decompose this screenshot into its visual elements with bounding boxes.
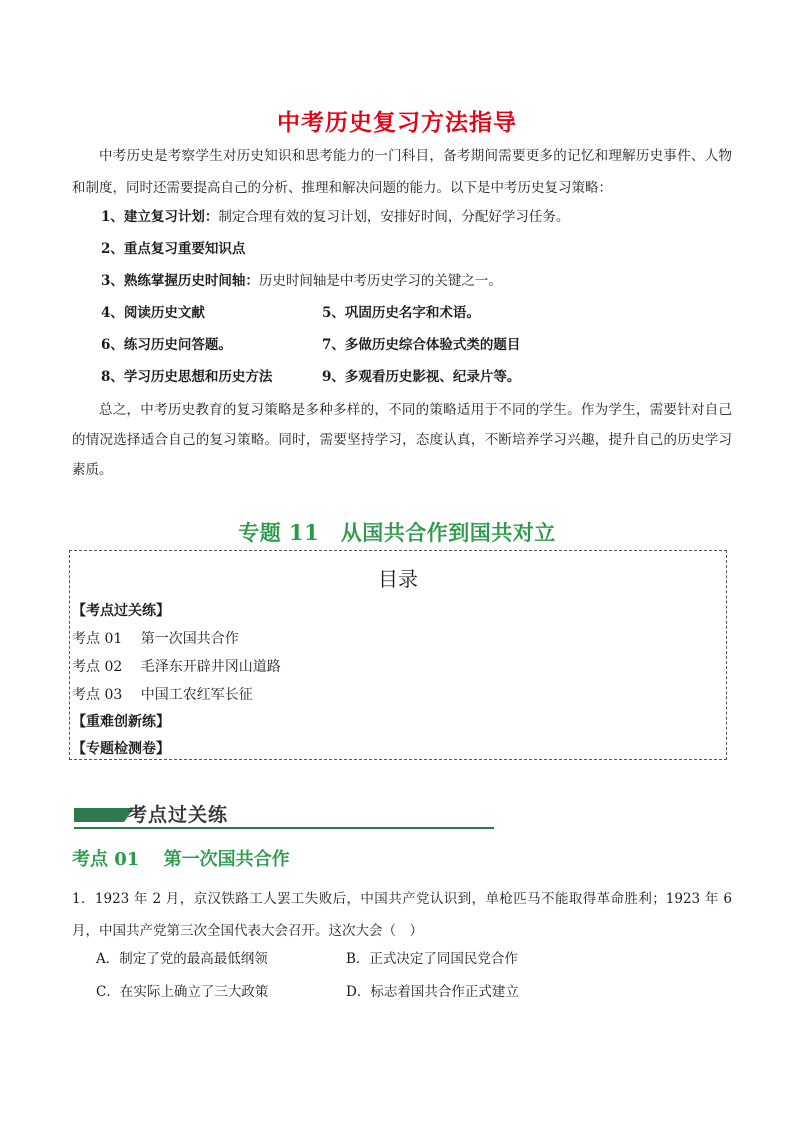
- strategy-1-text: 制定合理有效的复习计划，安排好时间，分配好学习任务。: [218, 209, 570, 225]
- point-title: 考点 01 第一次国共合作: [72, 849, 290, 870]
- topic-title: 专题 11 从国共合作到国共对立: [238, 520, 556, 545]
- toc-item-02[interactable]: 考点 02 毛泽东开辟井冈山道路: [72, 659, 281, 675]
- toc-item-03[interactable]: 考点 03 中国工农红军长征: [72, 687, 253, 703]
- strategy-item-6: 6、练习历史问答题。: [101, 337, 232, 353]
- table-of-contents: [69, 550, 727, 760]
- section-banner: [74, 800, 494, 830]
- toc-section-practice[interactable]: 【考点过关练】: [72, 603, 170, 619]
- toc-heading: 目录: [378, 567, 418, 591]
- strategy-item-1: [101, 207, 569, 227]
- strategy-item-8: 8、学习历史思想和历史方法: [101, 369, 273, 385]
- intro-paragraph: 中考历史是考察学生对历史知识和思考能力的一门科目，备考期间需要更多的记忆和理解历史事件、人物和制度，同时还需要提高自己的分析、推理和解决问题的能力。以下是中考历史复习策略：: [72, 148, 732, 196]
- section-banner-label: 考点过关练: [128, 804, 229, 826]
- toc-section-test[interactable]: 【专题检测卷】: [72, 741, 170, 757]
- page-title: 中考历史复习方法指导: [277, 110, 517, 136]
- strategy-item-2: 2、重点复习重要知识点: [101, 241, 246, 257]
- strategy-1-label: 1、建立复习计划：: [101, 209, 219, 225]
- banner-bar-icon: [74, 808, 124, 822]
- option-b[interactable]: B．正式决定了同国民党合作: [346, 951, 518, 967]
- strategy-item-3: [101, 271, 502, 291]
- strategy-3-text: 历史时间轴是中考历史学习的关键之一。: [258, 273, 502, 289]
- strategy-item-4: 4、阅读历史文献: [101, 305, 205, 321]
- banner-underline: [74, 827, 494, 829]
- toc-section-innovation[interactable]: 【重难创新练】: [72, 714, 170, 730]
- option-d[interactable]: D．标志着国共合作正式建立: [346, 984, 519, 1000]
- strategy-3-label: 3、熟练掌握历史时间轴：: [101, 273, 259, 289]
- strategy-item-7: 7、多做历史综合体验式类的题目: [322, 337, 521, 353]
- strategy-item-5: 5、巩固历史名字和术语。: [322, 305, 480, 321]
- option-c[interactable]: C．在实际上确立了三大政策: [96, 984, 269, 1000]
- question-stem: 1．1923 年 2 月，京汉铁路工人罢工失败后，中国共产党认识到，单枪匹马不能取得革命胜利；1923 年 6 月，中国共产党第三次全国代表大会召开。这次大会（ ）: [72, 891, 732, 939]
- strategy-item-9: 9、多观看历史影视、纪录片等。: [322, 369, 521, 385]
- toc-item-01[interactable]: 考点 01 第一次国共合作: [72, 631, 239, 647]
- option-a[interactable]: A．制定了党的最高最低纲领: [96, 951, 268, 967]
- conclusion-paragraph: 总之，中考历史教育的复习策略是多种多样的，不同的策略适用于不同的学生。作为学生，需要针对自己的情况选择适合自己的复习策略。同时，需要坚持学习，态度认真，不断培养学习兴趣，提升自己的历史学习素质。: [72, 402, 732, 478]
